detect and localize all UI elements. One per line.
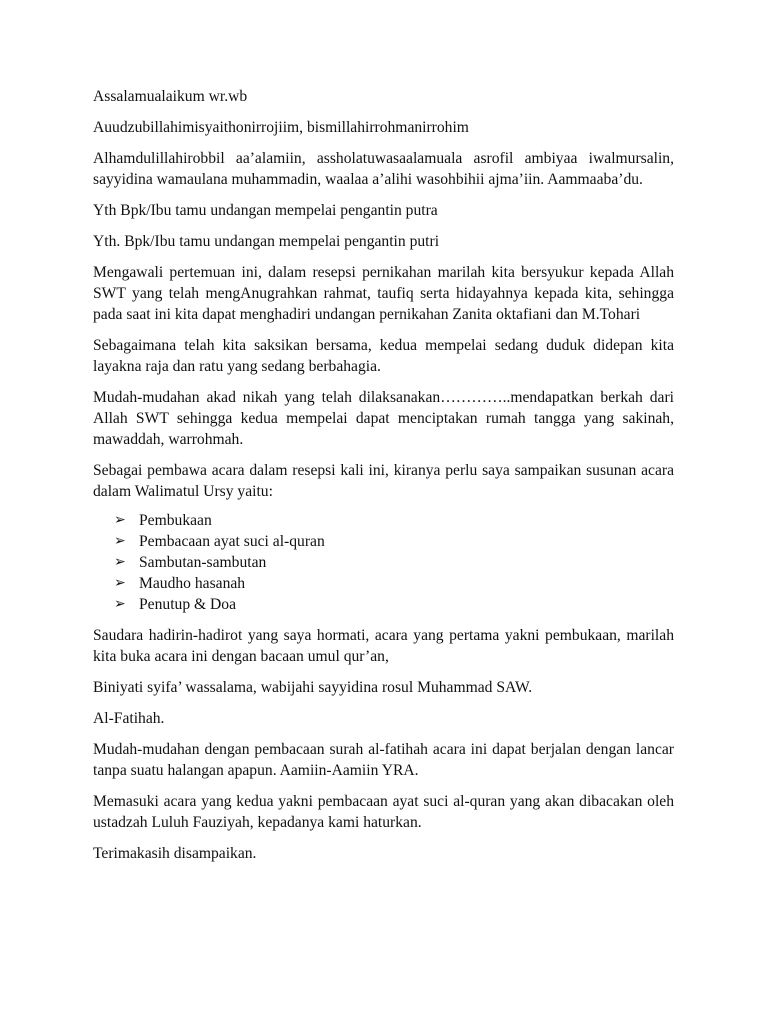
fatihah-line: Al-Fatihah. xyxy=(93,710,165,727)
greeting-line: Assalamualaikum wr.wb xyxy=(93,88,248,105)
agenda-item xyxy=(93,531,674,552)
agenda-item-label: Sambutan-sambutan xyxy=(139,554,267,571)
second-item-paragraph: Memasuki acara yang kedua yakni pembacaan ayat suci al-quran yang akan dibacakan oleh ustadzah Luluh Fauziyah, kepadanya kami haturkan. xyxy=(93,793,674,831)
address-groom-guests: Yth Bpk/Ibu tamu undangan mempelai pengantin putra xyxy=(93,202,438,219)
agenda-item-label: Pembacaan ayat suci al-quran xyxy=(139,533,325,550)
arrow-bullet-icon: ➢ xyxy=(114,512,126,528)
after-fatihah-paragraph: Mudah-mudahan dengan pembacaan surah al-fatihah acara ini dapat berjalan dengan lancar tanpa suatu halangan apapun. Aamiin-Aamiin YRA. xyxy=(93,741,674,779)
document-page xyxy=(93,86,674,874)
agenda-item-label: Maudho hasanah xyxy=(139,575,246,592)
agenda-item-label: Penutup & Doa xyxy=(139,596,237,613)
arrow-bullet-icon: ➢ xyxy=(114,533,126,549)
closing-line: Terimakasih disampaikan. xyxy=(93,845,257,862)
agenda-item xyxy=(93,510,674,531)
agenda-item-label: Pembukaan xyxy=(139,512,212,529)
prayer-paragraph: Mudah-mudahan akad nikah yang telah dilaksanakan…………..mendapatkan berkah dari Allah SWT sehingga kedua mempelai dapat menciptakan rumah tangga yang sakinah, mawaddah, warrohmah. xyxy=(93,389,674,448)
niyyah-line: Biniyati syifa’ wassalama, wabijahi sayyidina rosul Muhammad SAW. xyxy=(93,679,533,696)
agenda-item xyxy=(93,552,674,573)
arrow-bullet-icon: ➢ xyxy=(114,554,126,570)
witness-paragraph: Sebagaimana telah kita saksikan bersama, kedua mempelai sedang duduk didepan kita layakna raja dan ratu yang sedang berbahagia. xyxy=(93,337,674,375)
agenda-intro-paragraph: Sebagai pembawa acara dalam resepsi kali ini, kiranya perlu saya sampaikan susunan acara dalam Walimatul Ursy yaitu: xyxy=(93,462,674,500)
address-bride-guests: Yth. Bpk/Ibu tamu undangan mempelai pengantin putri xyxy=(93,233,440,250)
praise-paragraph: Alhamdulillahirobbil aa’alamiin, assholatuwasaalamuala asrofil ambiyaa iwalmursalin, sayyidina wamaulana muhammadin, waalaa a’alihi wasohbihii ajma’iin. Aammaaba’du. xyxy=(93,150,674,188)
agenda-item xyxy=(93,573,674,594)
agenda-item xyxy=(93,594,674,615)
arrow-bullet-icon: ➢ xyxy=(114,596,126,612)
agenda-list xyxy=(93,510,674,615)
opening-line: Auudzubillahimisyaithonirrojiim, bismillahirrohmanirrohim xyxy=(93,119,469,136)
arrow-bullet-icon: ➢ xyxy=(114,575,126,591)
first-item-paragraph: Saudara hadirin-hadirot yang saya hormati, acara yang pertama yakni pembukaan, marilah kita buka acara ini dengan bacaan umul qur’an, xyxy=(93,627,674,665)
intro-paragraph: Mengawali pertemuan ini, dalam resepsi pernikahan marilah kita bersyukur kepada Allah SWT yang telah mengAnugrahkan rahmat, taufiq serta hidayahnya kepada kita, sehingga pada saat ini kita dapat menghadiri undangan pernikahan Zanita oktafiani dan M.Tohari xyxy=(93,264,674,323)
